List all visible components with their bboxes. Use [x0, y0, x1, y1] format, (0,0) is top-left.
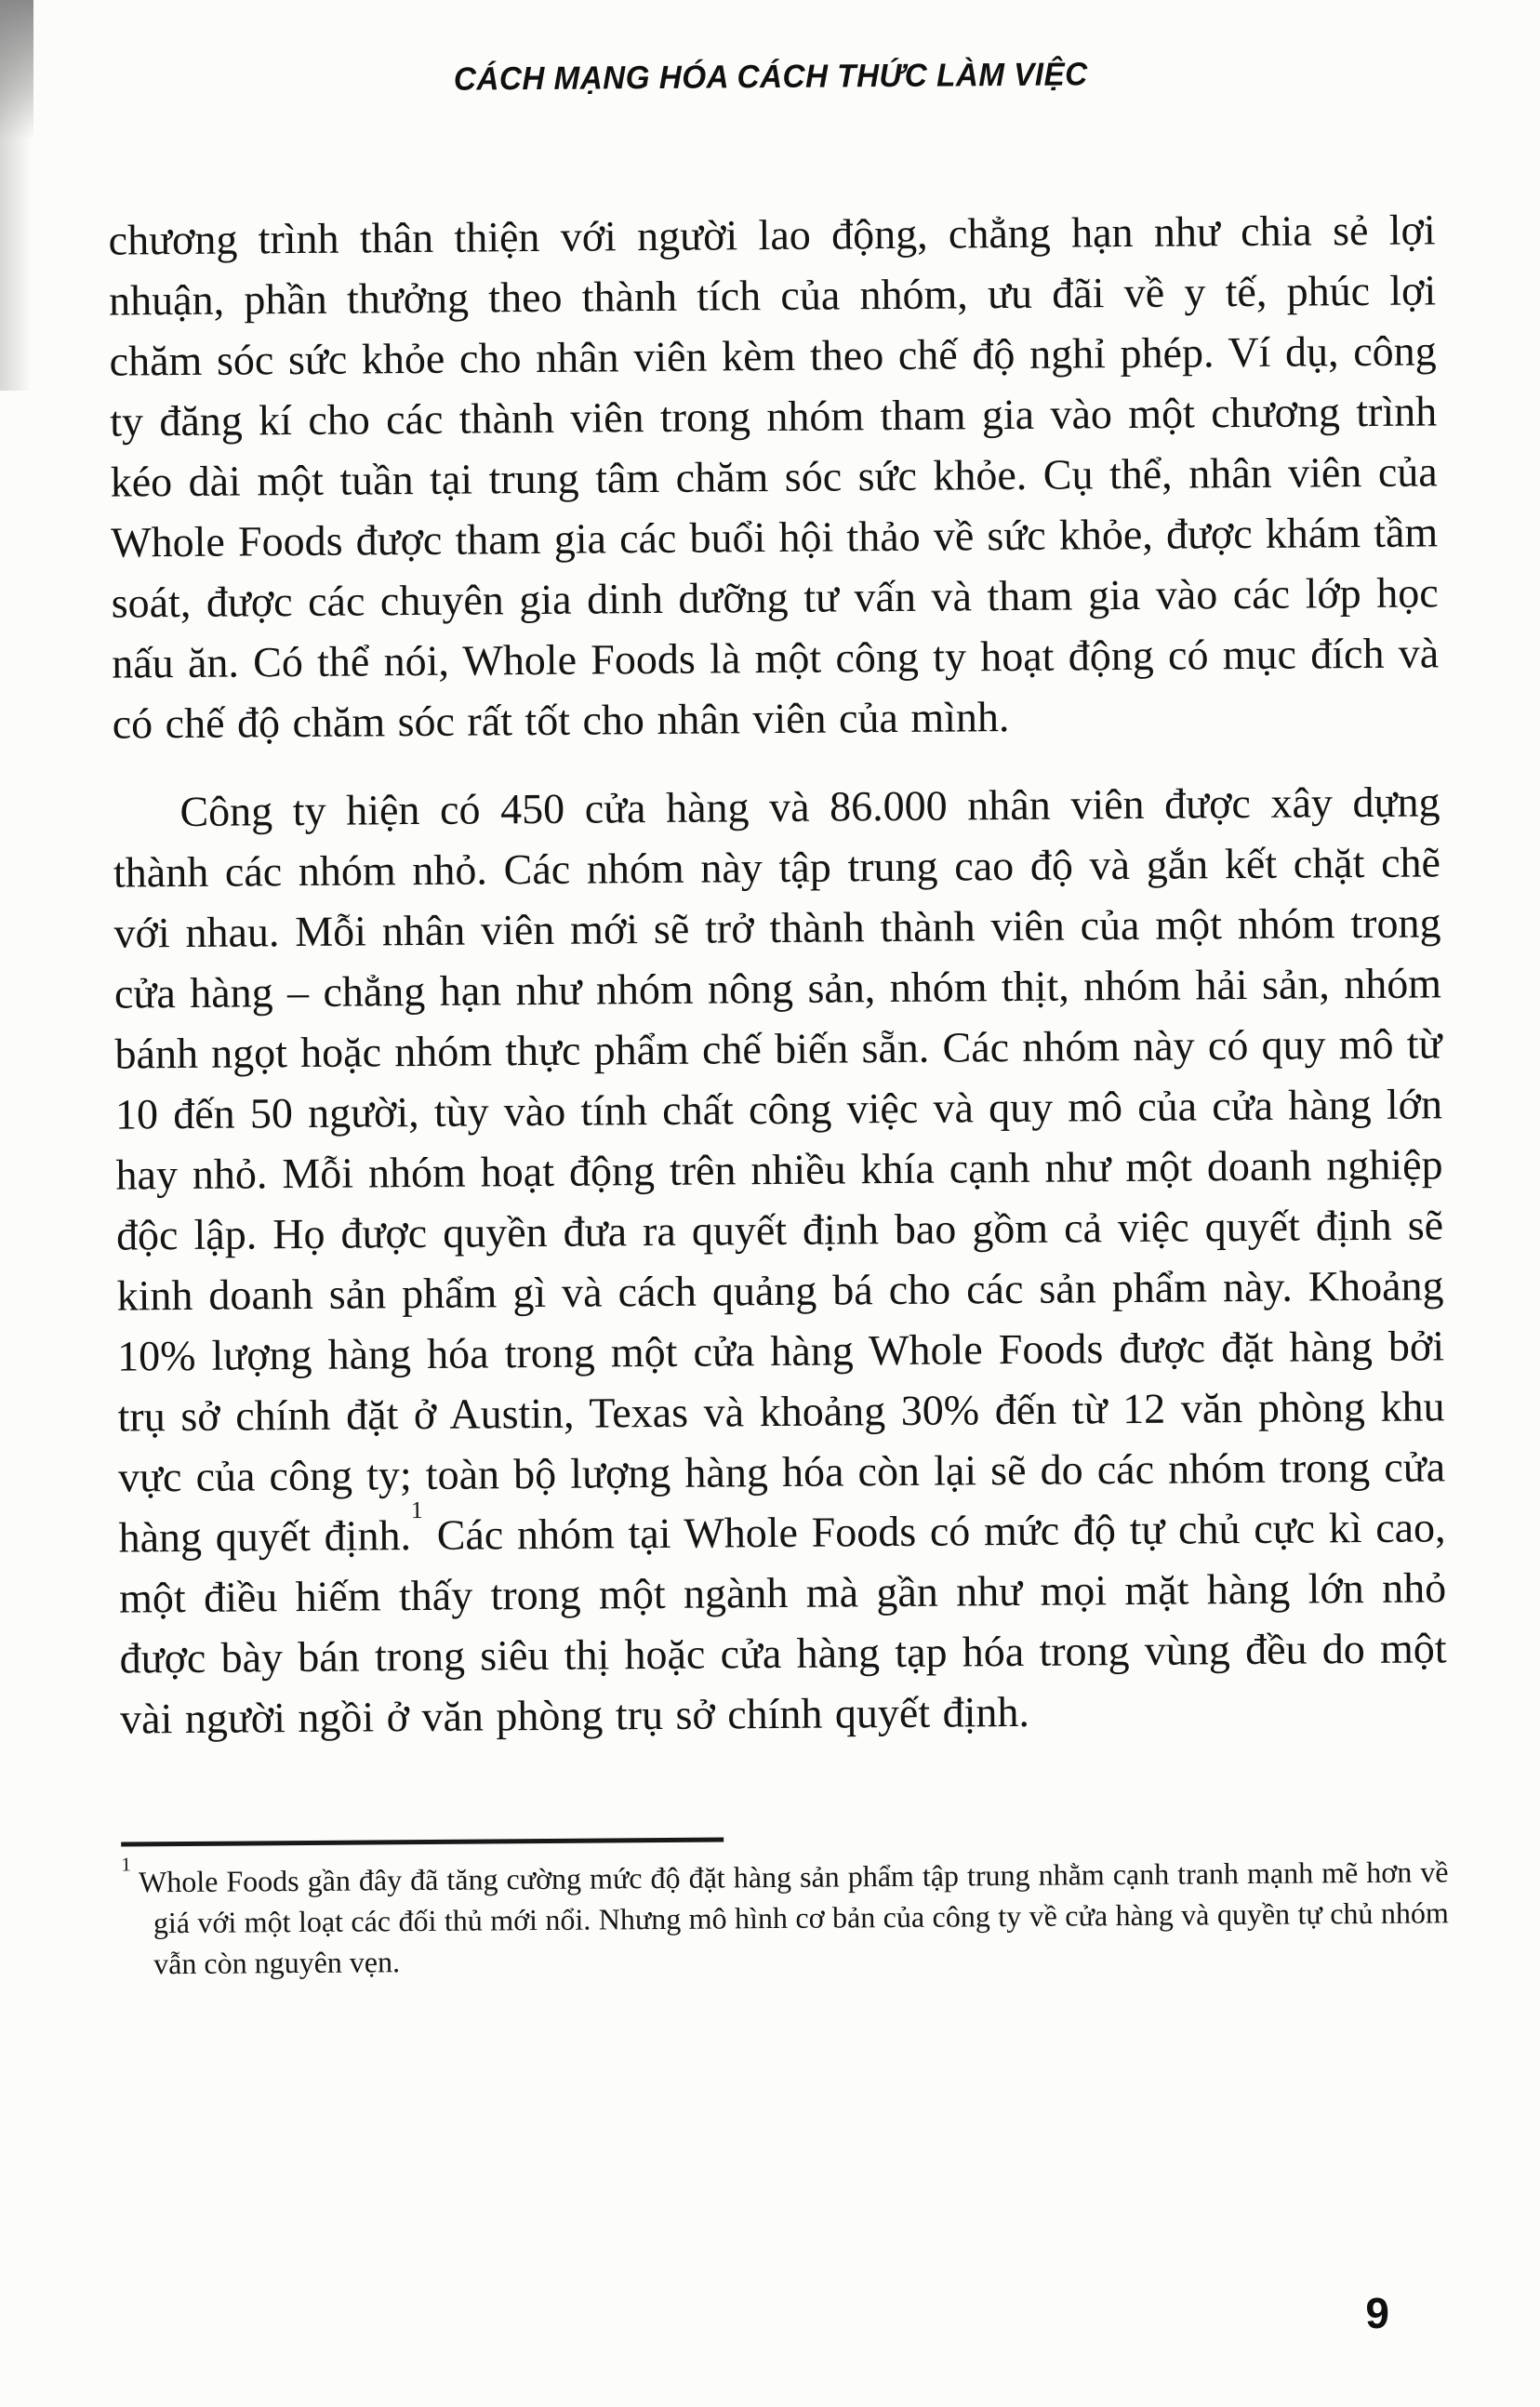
scan-artifact-corner	[0, 0, 33, 140]
paragraph-2-text-after-note: Các nhóm tại Whole Foods có mức độ tự chủ cực kì cao, một điều hiếm thấy trong một ngành mà gần như mọi mặt hàng lớn nhỏ được bày bán trong siêu thị hoặc cửa hàng tạp hóa trong vùng đều do một vài người ngồi ở văn phòng trụ sở chính quyết định.	[118, 1503, 1447, 1743]
scan-artifact-edge	[0, 0, 32, 391]
footnote-reference: 1	[410, 1496, 423, 1523]
footnote-marker: 1	[121, 1853, 131, 1876]
body-paragraph-2	[113, 771, 1447, 1749]
page-content	[107, 0, 1450, 1985]
body-paragraph-1: chương trình thân thiện với người lao động, chẳng hạn như chia sẻ lợi nhuận, phần thưởng theo thành tích của nhóm, ưu đãi về y tế, phúc lợi chăm sóc sức khỏe cho nhân viên kèm theo chế độ nghỉ phép. Ví dụ, công ty đăng kí cho các thành viên trong nhóm tham gia vào một chương trình kéo dài một tuần tại trung tâm chăm sóc sức khỏe. Cụ thể, nhân viên của Whole Foods được tham gia các buổi hội thảo về sức khỏe, được khám tầm soát, được các chuyên gia dinh dưỡng tư vấn và tham gia vào các lớp học nấu ăn. Có thể nói, Whole Foods là một công ty hoạt động có mục đích và có chế độ chăm sóc rất tốt cho nhân viên của mình.	[108, 206, 1440, 748]
page-number: 9	[1365, 2289, 1389, 2337]
footnote-text: Whole Foods gần đây đã tăng cường mức độ đặt hàng sản phẩm tập trung nhằm cạnh tranh mạnh mẽ hơn về giá với một loạt các đối thủ mới nổi. Nhưng mô hình cơ bản của công ty về cửa hàng và quyền tự chủ nhóm vẫn còn nguyên vẹn.	[138, 1855, 1449, 1981]
paragraph-2-text-before-note: Công ty hiện có 450 cửa hàng và 86.000 nhân viên được xây dựng thành các nhóm nhỏ. Các nhóm này tập trung cao độ và gắn kết chặt chẽ với nhau. Mỗi nhân viên mới sẽ trở thành thành viên của một nhóm trong cửa hàng – chẳng hạn như nhóm nông sản, nhóm thịt, nhóm hải sản, nhóm bánh ngọt hoặc nhóm thực phẩm chế biến sẵn. Các nhóm này có quy mô từ 10 đến 50 người, tùy vào tính chất công việc và quy mô của cửa hàng lớn hay nhỏ. Mỗi nhóm hoạt động trên nhiều khía cạnh như một doanh nghiệp độc lập. Họ được quyền đưa ra quyết định bao gồm cả việc quyết định sẽ kinh doanh sản phẩm gì và cách quảng bá cho các sản phẩm này. Khoảng 10% lượng hàng hóa trong một cửa hàng Whole Foods được đặt hàng bởi trụ sở chính đặt ở Austin, Texas và khoảng 30% đến từ 12 văn phòng khu vực của công ty; toàn bộ lượng hàng hóa còn lại sẽ do các nhóm trong cửa hàng quyết định.	[113, 778, 1446, 1562]
footnote	[121, 1851, 1449, 1984]
footnote-divider	[121, 1837, 724, 1846]
running-header: CÁCH MẠNG HÓA CÁCH THỨC LÀM VIỆC	[453, 56, 1088, 98]
